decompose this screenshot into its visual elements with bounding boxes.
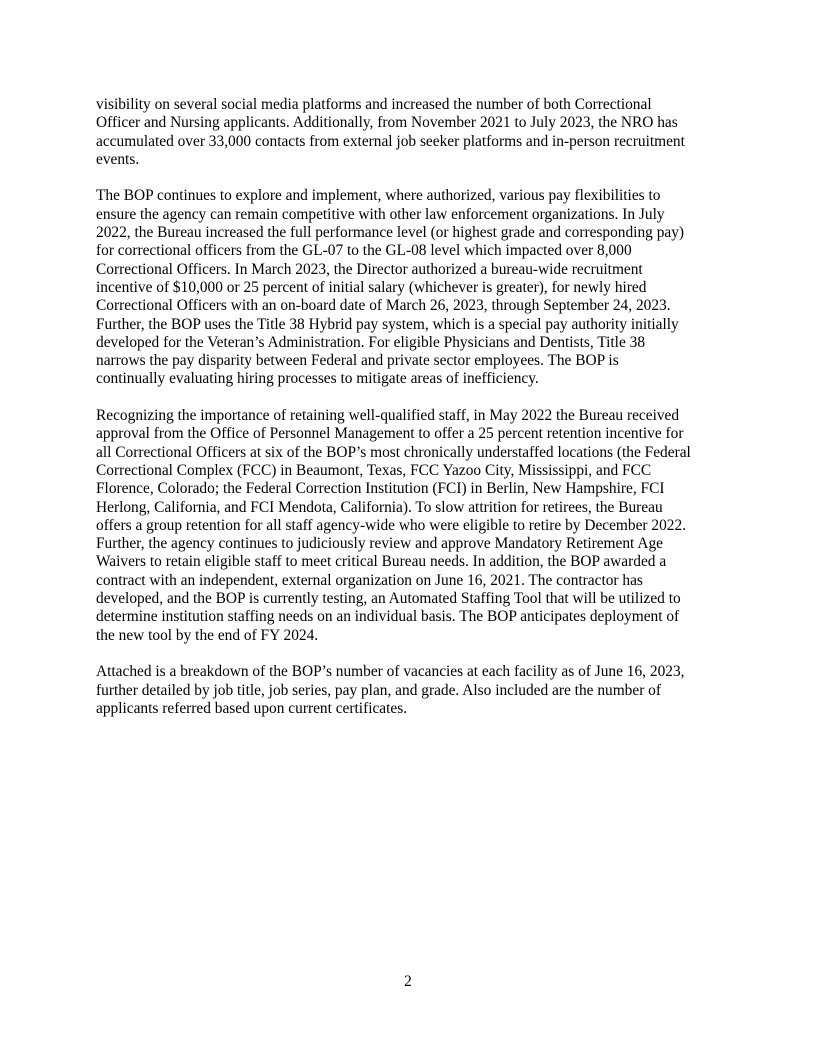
text-line: events. <box>96 150 140 168</box>
paragraph-recruitment-visibility <box>96 96 722 169</box>
text-line: visibility on several social media platforms and increased the number of both Correctional <box>96 96 652 113</box>
page-number: 2 <box>404 973 412 990</box>
text-line: developed for the Veteran’s Administration. For eligible Physicians and Dentists, Title 38 <box>96 333 646 351</box>
text-line: accumulated over 33,000 contacts from external job seeker platforms and in-person recruitment <box>96 132 685 150</box>
text-line: Attached is a breakdown of the BOP’s number of vacancies at each facility as of June 16, 2023, <box>96 663 685 681</box>
paragraph-attachment-note <box>96 663 722 718</box>
text-line: Recognizing the importance of retaining well-qualified staff, in May 2022 the Bureau received <box>96 407 680 425</box>
paragraph-pay-flexibilities <box>96 187 722 388</box>
text-line: offers a group retention for all staff agency-wide who were eligible to retire by December 2022. <box>96 516 687 534</box>
text-line: Waivers to retain eligible staff to meet critical Bureau needs. In addition, the BOP awarded a <box>96 553 667 571</box>
text-line: Florence, Colorado; the Federal Correction Institution (FCI) in Berlin, New Hampshire, FCI <box>96 480 665 498</box>
text-line: further detailed by job title, job series, pay plan, and grade. Also included are the number of <box>96 681 662 699</box>
text-line: Further, the agency continues to judiciously review and approve Mandatory Retirement Age <box>96 535 663 553</box>
text-line: Correctional Complex (FCC) in Beaumont, Texas, FCC Yazoo City, Mississippi, and FCC <box>96 461 652 479</box>
text-line: Officer and Nursing applicants. Additionally, from November 2021 to July 2023, the NRO has <box>96 114 678 132</box>
text-line: Herlong, California, and FCI Mendota, California). To slow attrition for retirees, the Bureau <box>96 498 663 516</box>
text-line: continually evaluating hiring processes to mitigate areas of inefficiency. <box>96 370 539 388</box>
paragraph-retention <box>96 407 722 645</box>
text-line: determine institution staffing needs on an individual basis. The BOP anticipates deployment of <box>96 608 680 626</box>
text-line: ensure the agency can remain competitive with other law enforcement organizations. In July <box>96 205 665 223</box>
text-line: for correctional officers from the GL-07 to the GL-08 level which impacted over 8,000 <box>96 242 632 260</box>
text-line: Further, the BOP uses the Title 38 Hybrid pay system, which is a special pay authority initially <box>96 315 679 333</box>
text-line: Correctional Officers. In March 2023, the Director authorized a bureau-wide recruitment <box>96 260 643 278</box>
text-line: developed, and the BOP is currently testing, an Automated Staffing Tool that will be utilized to <box>96 590 681 608</box>
text-line: 2022, the Bureau increased the full performance level (or highest grade and corresponding pay) <box>96 224 685 242</box>
text-line: The BOP continues to explore and implement, where authorized, various pay flexibilities to <box>96 187 661 205</box>
text-line: Correctional Officers with an on-board date of March 26, 2023, through September 24, 2023. <box>96 297 671 315</box>
text-line: contract with an independent, external organization on June 16, 2021. The contractor has <box>96 571 643 589</box>
text-line: all Correctional Officers at six of the BOP’s most chronically understaffed locations (the Federal <box>96 443 691 461</box>
text-line: incentive of $10,000 or 25 percent of initial salary (whichever is greater), for newly hired <box>96 278 647 296</box>
text-line: applicants referred based upon current certificates. <box>96 699 408 717</box>
text-line: narrows the pay disparity between Federal and private sector employees. The BOP is <box>96 352 619 370</box>
text-line: approval from the Office of Personnel Management to offer a 25 percent retention incentive for <box>96 425 684 443</box>
document-body <box>96 96 722 736</box>
text-line: the new tool by the end of FY 2024. <box>96 626 319 644</box>
